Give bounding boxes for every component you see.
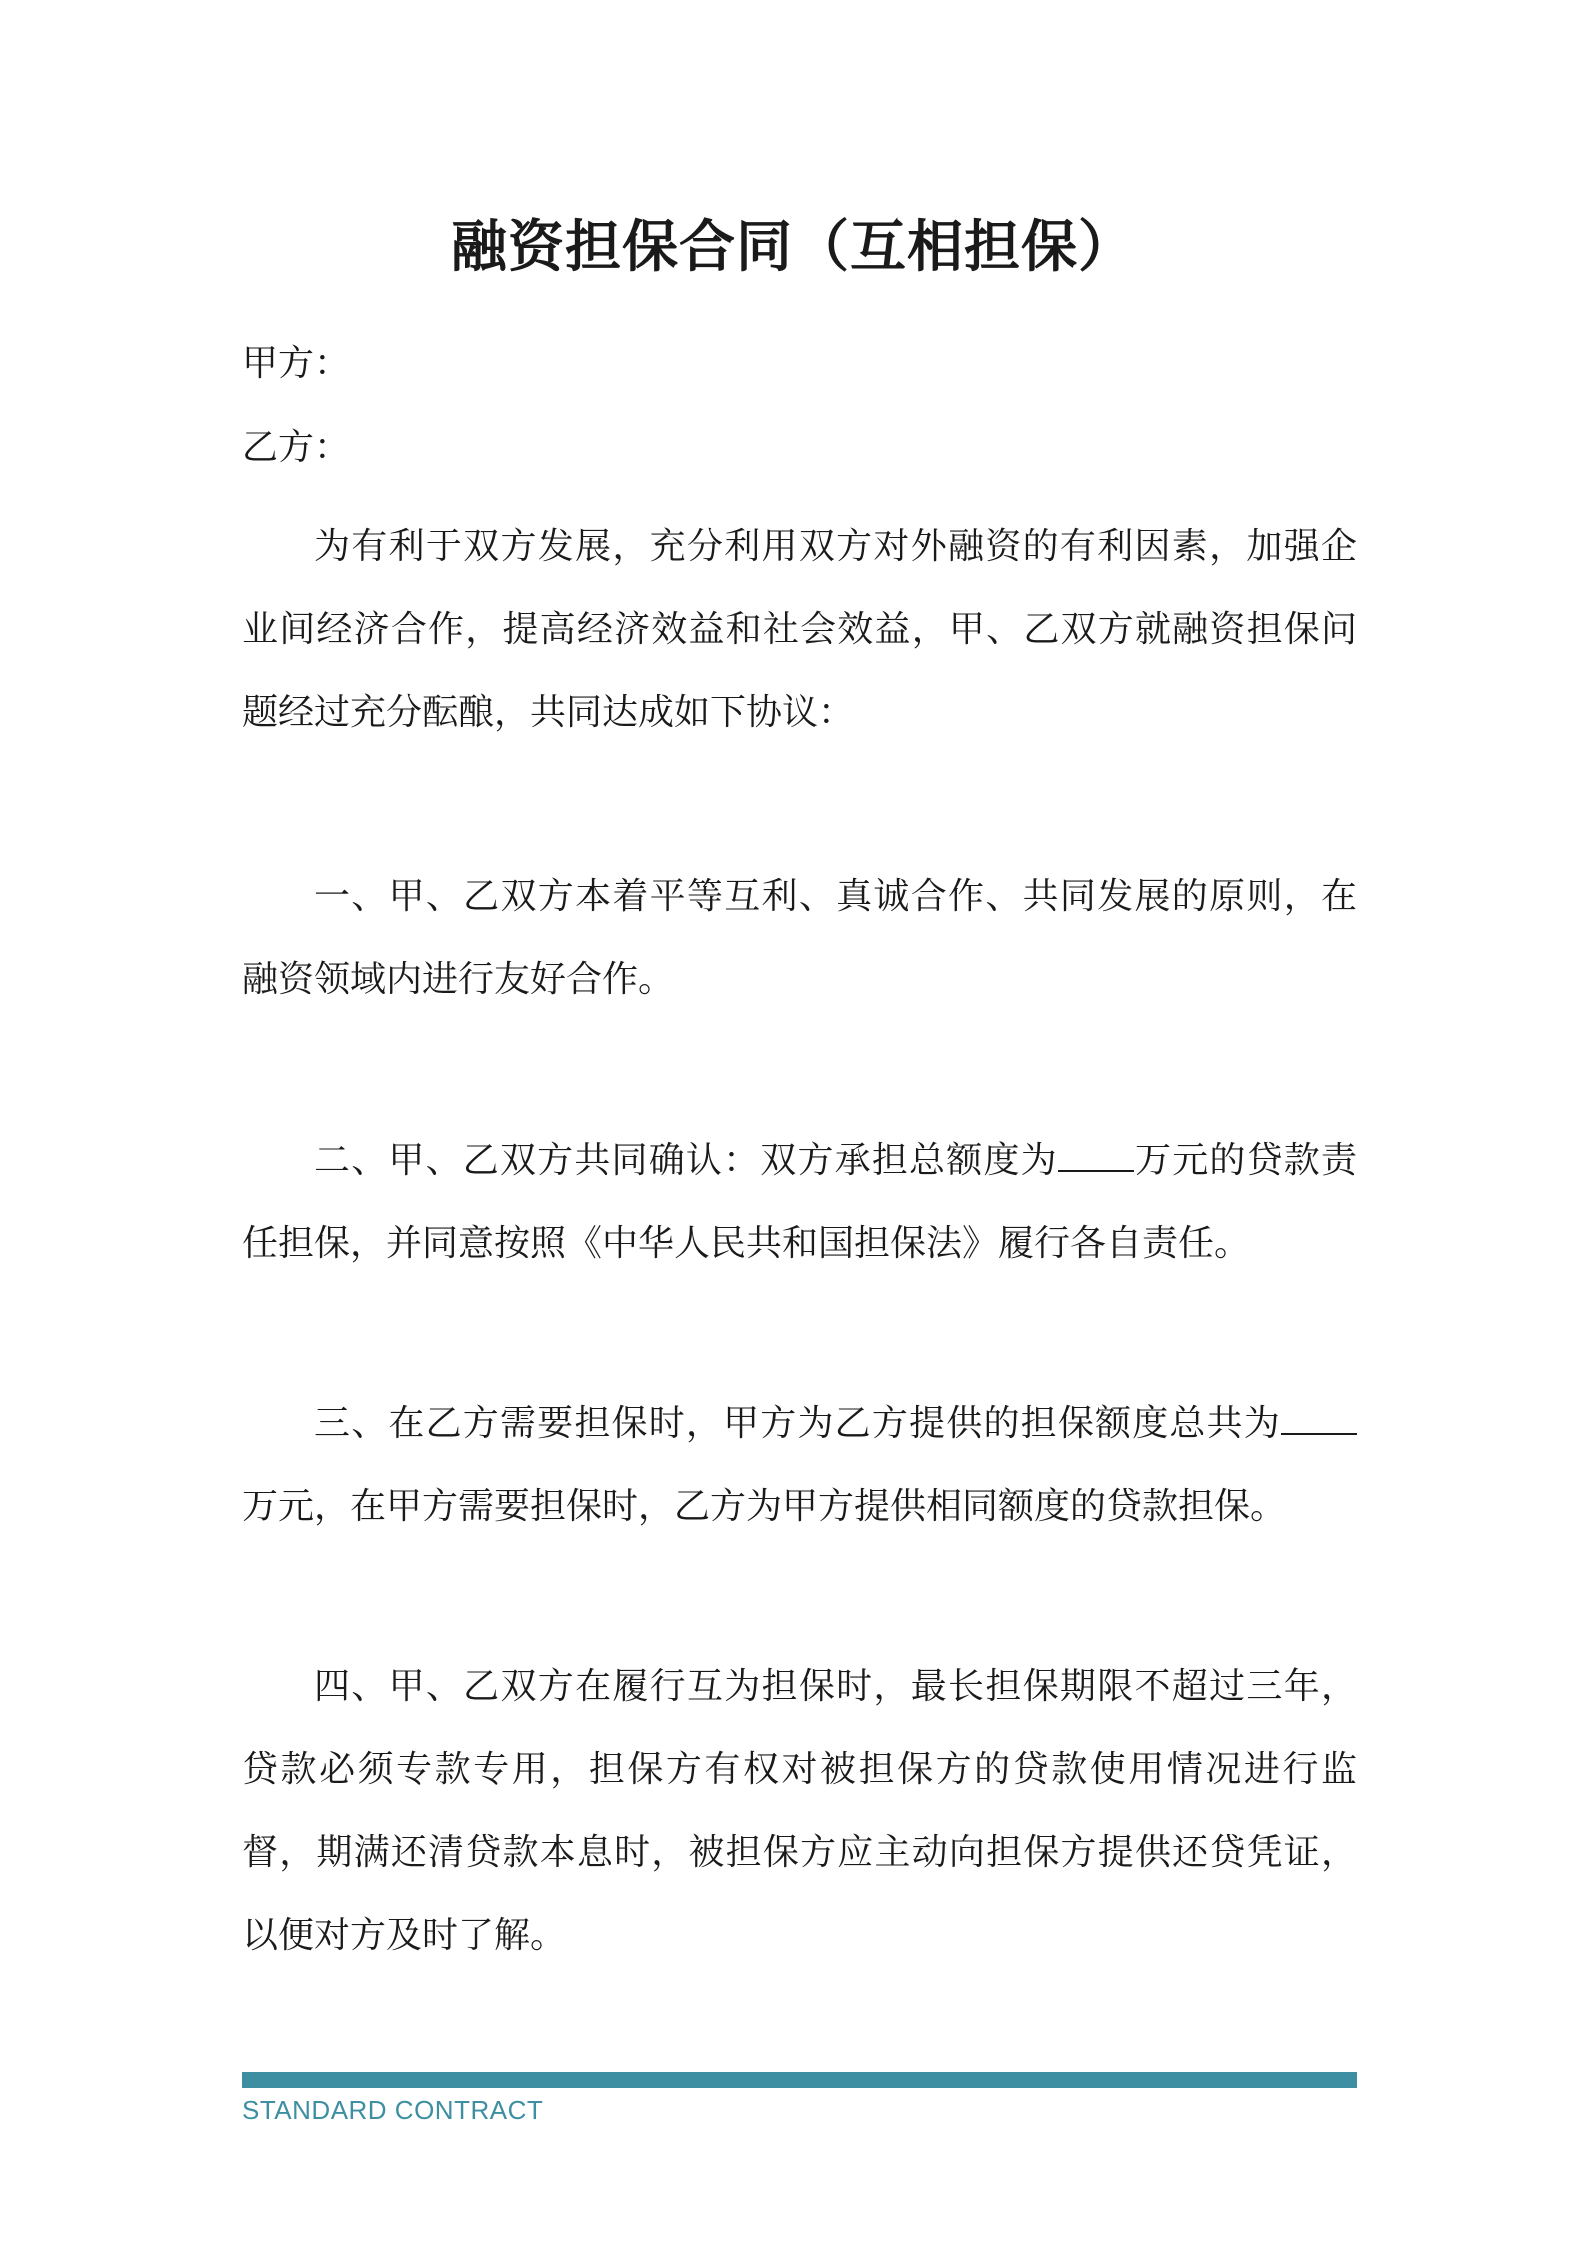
footer-label: STANDARD CONTRACT [242, 2095, 544, 2125]
clause-3 [242, 1382, 1357, 1548]
party-a-label: 甲方： [242, 343, 351, 384]
amount-blank-total[interactable] [1058, 1140, 1134, 1172]
clause-2 [242, 1119, 1357, 1285]
preamble-paragraph: 为有利于双方发展，充分利用双方对外融资的有利因素，加强企业间经济合作，提高经济效益和社会效益，甲、乙双方就融资担保问题经过充分酝酿，共同达成如下协议： [242, 526, 1357, 733]
document-title: 融资担保合同（互相担保） [451, 215, 1135, 280]
clause-4: 四、甲、乙双方在履行互为担保时，最长担保期限不超过三年，贷款必须专款专用，担保方有权对被担保方的贷款使用情况进行监督，期满还清贷款本息时，被担保方应主动向担保方提供还贷凭证，以便对方及时了解。 [242, 1666, 1357, 1956]
clause-2-text-after: 万元的贷款责任担保，并同意按照《中华人民共和国担保法》履行各自责任。 [242, 1140, 1357, 1264]
clause-3-text-before: 三、在乙方需要担保时，甲方为乙方提供的担保额度总共为 [314, 1403, 1281, 1444]
clause-1: 一、甲、乙双方本着平等互利、真诚合作、共同发展的原则，在融资领域内进行友好合作。 [242, 876, 1357, 1000]
footer-accent-bar [242, 2072, 1357, 2088]
party-b-label: 乙方： [242, 427, 351, 468]
clause-3-text-after: 万元，在甲方需要担保时，乙方为甲方提供相同额度的贷款担保。 [242, 1486, 1287, 1527]
clause-2-text-before: 二、甲、乙双方共同确认：双方承担总额度为 [314, 1140, 1058, 1181]
amount-blank-guarantee[interactable] [1281, 1403, 1357, 1435]
